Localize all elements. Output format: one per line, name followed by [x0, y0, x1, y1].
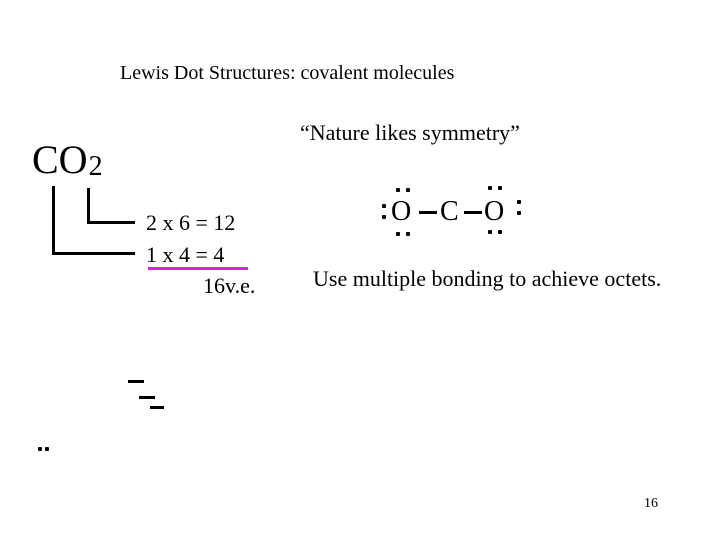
- stray-dot: [38, 447, 42, 451]
- lone-pair-dot: [382, 215, 386, 219]
- formula-main: CO: [32, 137, 88, 182]
- connector-o-vertical: [87, 188, 90, 224]
- valence-electron-total: 16v.e.: [203, 273, 256, 298]
- stray-dot: [45, 447, 49, 451]
- bond-left: [419, 211, 437, 214]
- lone-pair-dot: [396, 232, 400, 236]
- bond-right: [464, 211, 482, 214]
- lone-pair-dot: [498, 230, 502, 234]
- lone-pair-dot: [488, 230, 492, 234]
- slide-title: Lewis Dot Structures: covalent molecules: [120, 62, 455, 84]
- lone-pair-dot: [406, 232, 410, 236]
- dash-mark: [139, 396, 155, 399]
- dash-mark: [128, 380, 144, 383]
- oxygen-atom-left: O: [391, 196, 412, 227]
- sum-underline: [148, 267, 248, 270]
- page-number: 16: [644, 496, 658, 511]
- bonding-note: Use multiple bonding to achieve octets.: [313, 266, 662, 291]
- oxygen-electron-calc: 2 x 6 = 12: [146, 210, 236, 235]
- lone-pair-dot: [488, 186, 492, 190]
- lone-pair-dot: [382, 204, 386, 208]
- connector-c-horizontal: [52, 252, 135, 255]
- dash-mark: [150, 406, 164, 409]
- lone-pair-dot: [517, 200, 521, 204]
- molecule-formula: [32, 137, 103, 185]
- connector-c-vertical: [52, 186, 55, 255]
- lone-pair-dot: [406, 188, 410, 192]
- oxygen-atom-right: O: [484, 196, 505, 227]
- lone-pair-dot: [517, 211, 521, 215]
- formula-subscript: 2: [88, 151, 103, 182]
- connector-o-horizontal: [87, 221, 135, 224]
- carbon-atom: C: [440, 196, 459, 227]
- symmetry-quote: “Nature likes symmetry”: [300, 120, 520, 145]
- lone-pair-dot: [396, 188, 400, 192]
- lone-pair-dot: [498, 186, 502, 190]
- carbon-electron-calc: 1 x 4 = 4: [146, 242, 225, 267]
